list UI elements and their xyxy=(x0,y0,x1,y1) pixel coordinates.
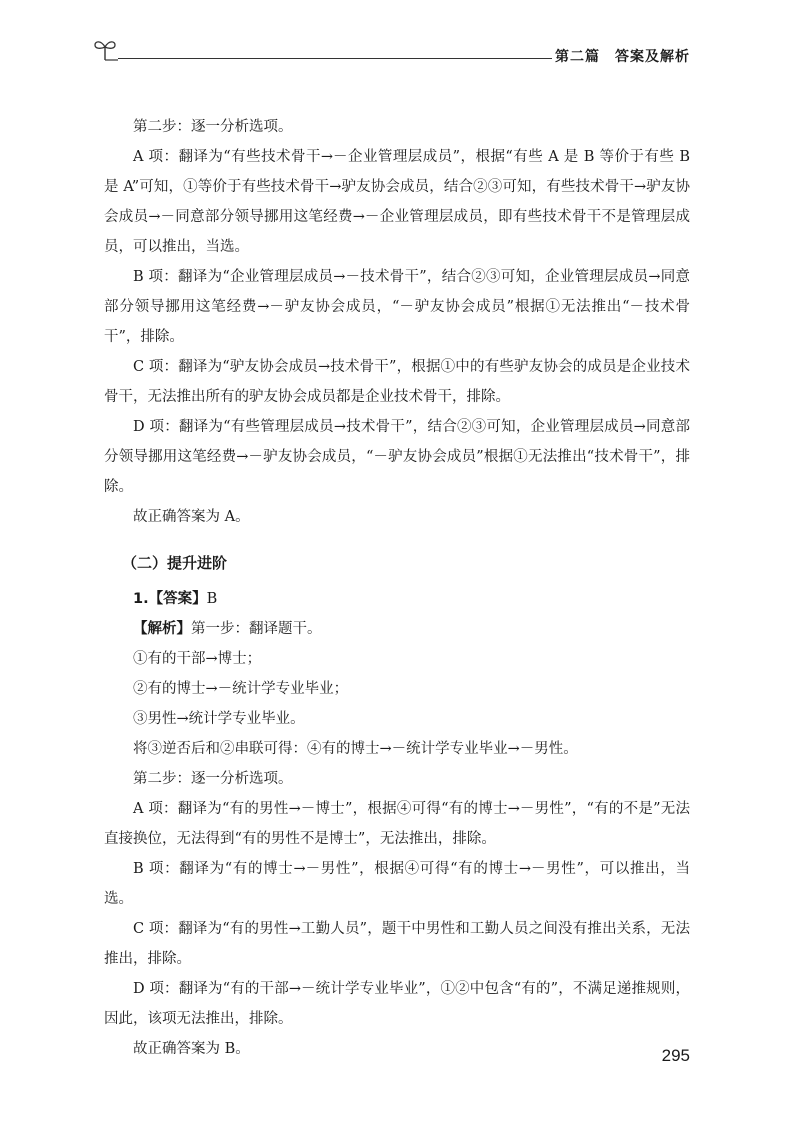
analysis-tag: 【解析】 xyxy=(133,621,191,637)
section2-step2: 第二步：逐一分析选项。 xyxy=(133,771,293,787)
part1-step2: 第二步：逐一分析选项。 xyxy=(133,119,293,135)
answer-value: B xyxy=(206,591,218,607)
part1-conclusion: 故正确答案为 A。 xyxy=(133,509,250,525)
statement-3: ③男性→统计学专业毕业。 xyxy=(133,711,305,727)
part1-option-a: A 项：翻译为“有些技术骨干→－企业管理层成员”，根据“有些 A 是 B 等价于有些 B 是 A”可知，①等价于有些技术骨干→驴友协会成员，结合②③可知，有些技术骨干→驴友协会成员→－同意部分领导挪用这笔经费→－企业管理层成员，即有些技术骨干不是管理层成员，可以推出，当选。 xyxy=(104,149,690,255)
section2-option-b: B 项：翻译为“有的博士→－男性”，根据④可得“有的博士→－男性”，可以推出，当选。 xyxy=(104,861,690,907)
part1-option-b: B 项：翻译为“企业管理层成员→－技术骨干”，结合②③可知，企业管理层成员→同意部分领导挪用这笔经费→－驴友协会成员，“－驴友协会成员”根据①无法推出“－技术骨干”，排除。 xyxy=(104,269,690,345)
page-number: 295 xyxy=(661,1046,690,1065)
header-rule xyxy=(118,58,552,59)
step1-text: 第一步：翻译题干。 xyxy=(191,621,322,637)
section-heading: （二）提升进阶 xyxy=(122,554,228,572)
page-header xyxy=(92,34,712,68)
statement-2: ②有的博士→－统计学专业毕业； xyxy=(133,681,349,697)
page-content xyxy=(104,112,690,1064)
statement-1: ①有的干部→博士； xyxy=(133,651,262,667)
statement-chain: 将③逆否后和②串联可得：④有的博士→－统计学专业毕业→－男性。 xyxy=(133,741,578,757)
section2-option-c: C 项：翻译为“有的男性→工勤人员”，题干中男性和工勤人员之间没有推出关系，无法推出，排除。 xyxy=(104,921,690,967)
part1-option-d: D 项：翻译为“有些管理层成员→技术骨干”，结合②③可知，企业管理层成员→同意部分领导挪用这笔经费→－驴友协会成员，“－驴友协会成员”根据①无法推出“技术骨干”，排除。 xyxy=(104,419,690,495)
section2-option-a: A 项：翻译为“有的男性→－博士”，根据④可得“有的博士→－男性”，“有的不是”无法直接换位，无法得到“有的男性不是博士”，无法推出，排除。 xyxy=(104,801,690,847)
sprout-icon xyxy=(92,36,118,62)
part1-option-c: C 项：翻译为“驴友协会成员→技术骨干”，根据①中的有些驴友协会的成员是企业技术骨干，无法推出所有的驴友协会成员都是企业技术骨干，排除。 xyxy=(104,359,690,405)
section2-option-d: D 项：翻译为“有的干部→－统计学专业毕业”，①②中包含“有的”，不满足递推规则，因此，该项无法推出，排除。 xyxy=(104,981,690,1027)
question-1-answer xyxy=(104,584,690,614)
chapter-title: 第二篇 答案及解析 xyxy=(555,49,690,65)
analysis-step1 xyxy=(104,614,690,644)
answer-label: 1.【答案】 xyxy=(133,591,207,607)
section2-conclusion: 故正确答案为 B。 xyxy=(133,1041,250,1057)
